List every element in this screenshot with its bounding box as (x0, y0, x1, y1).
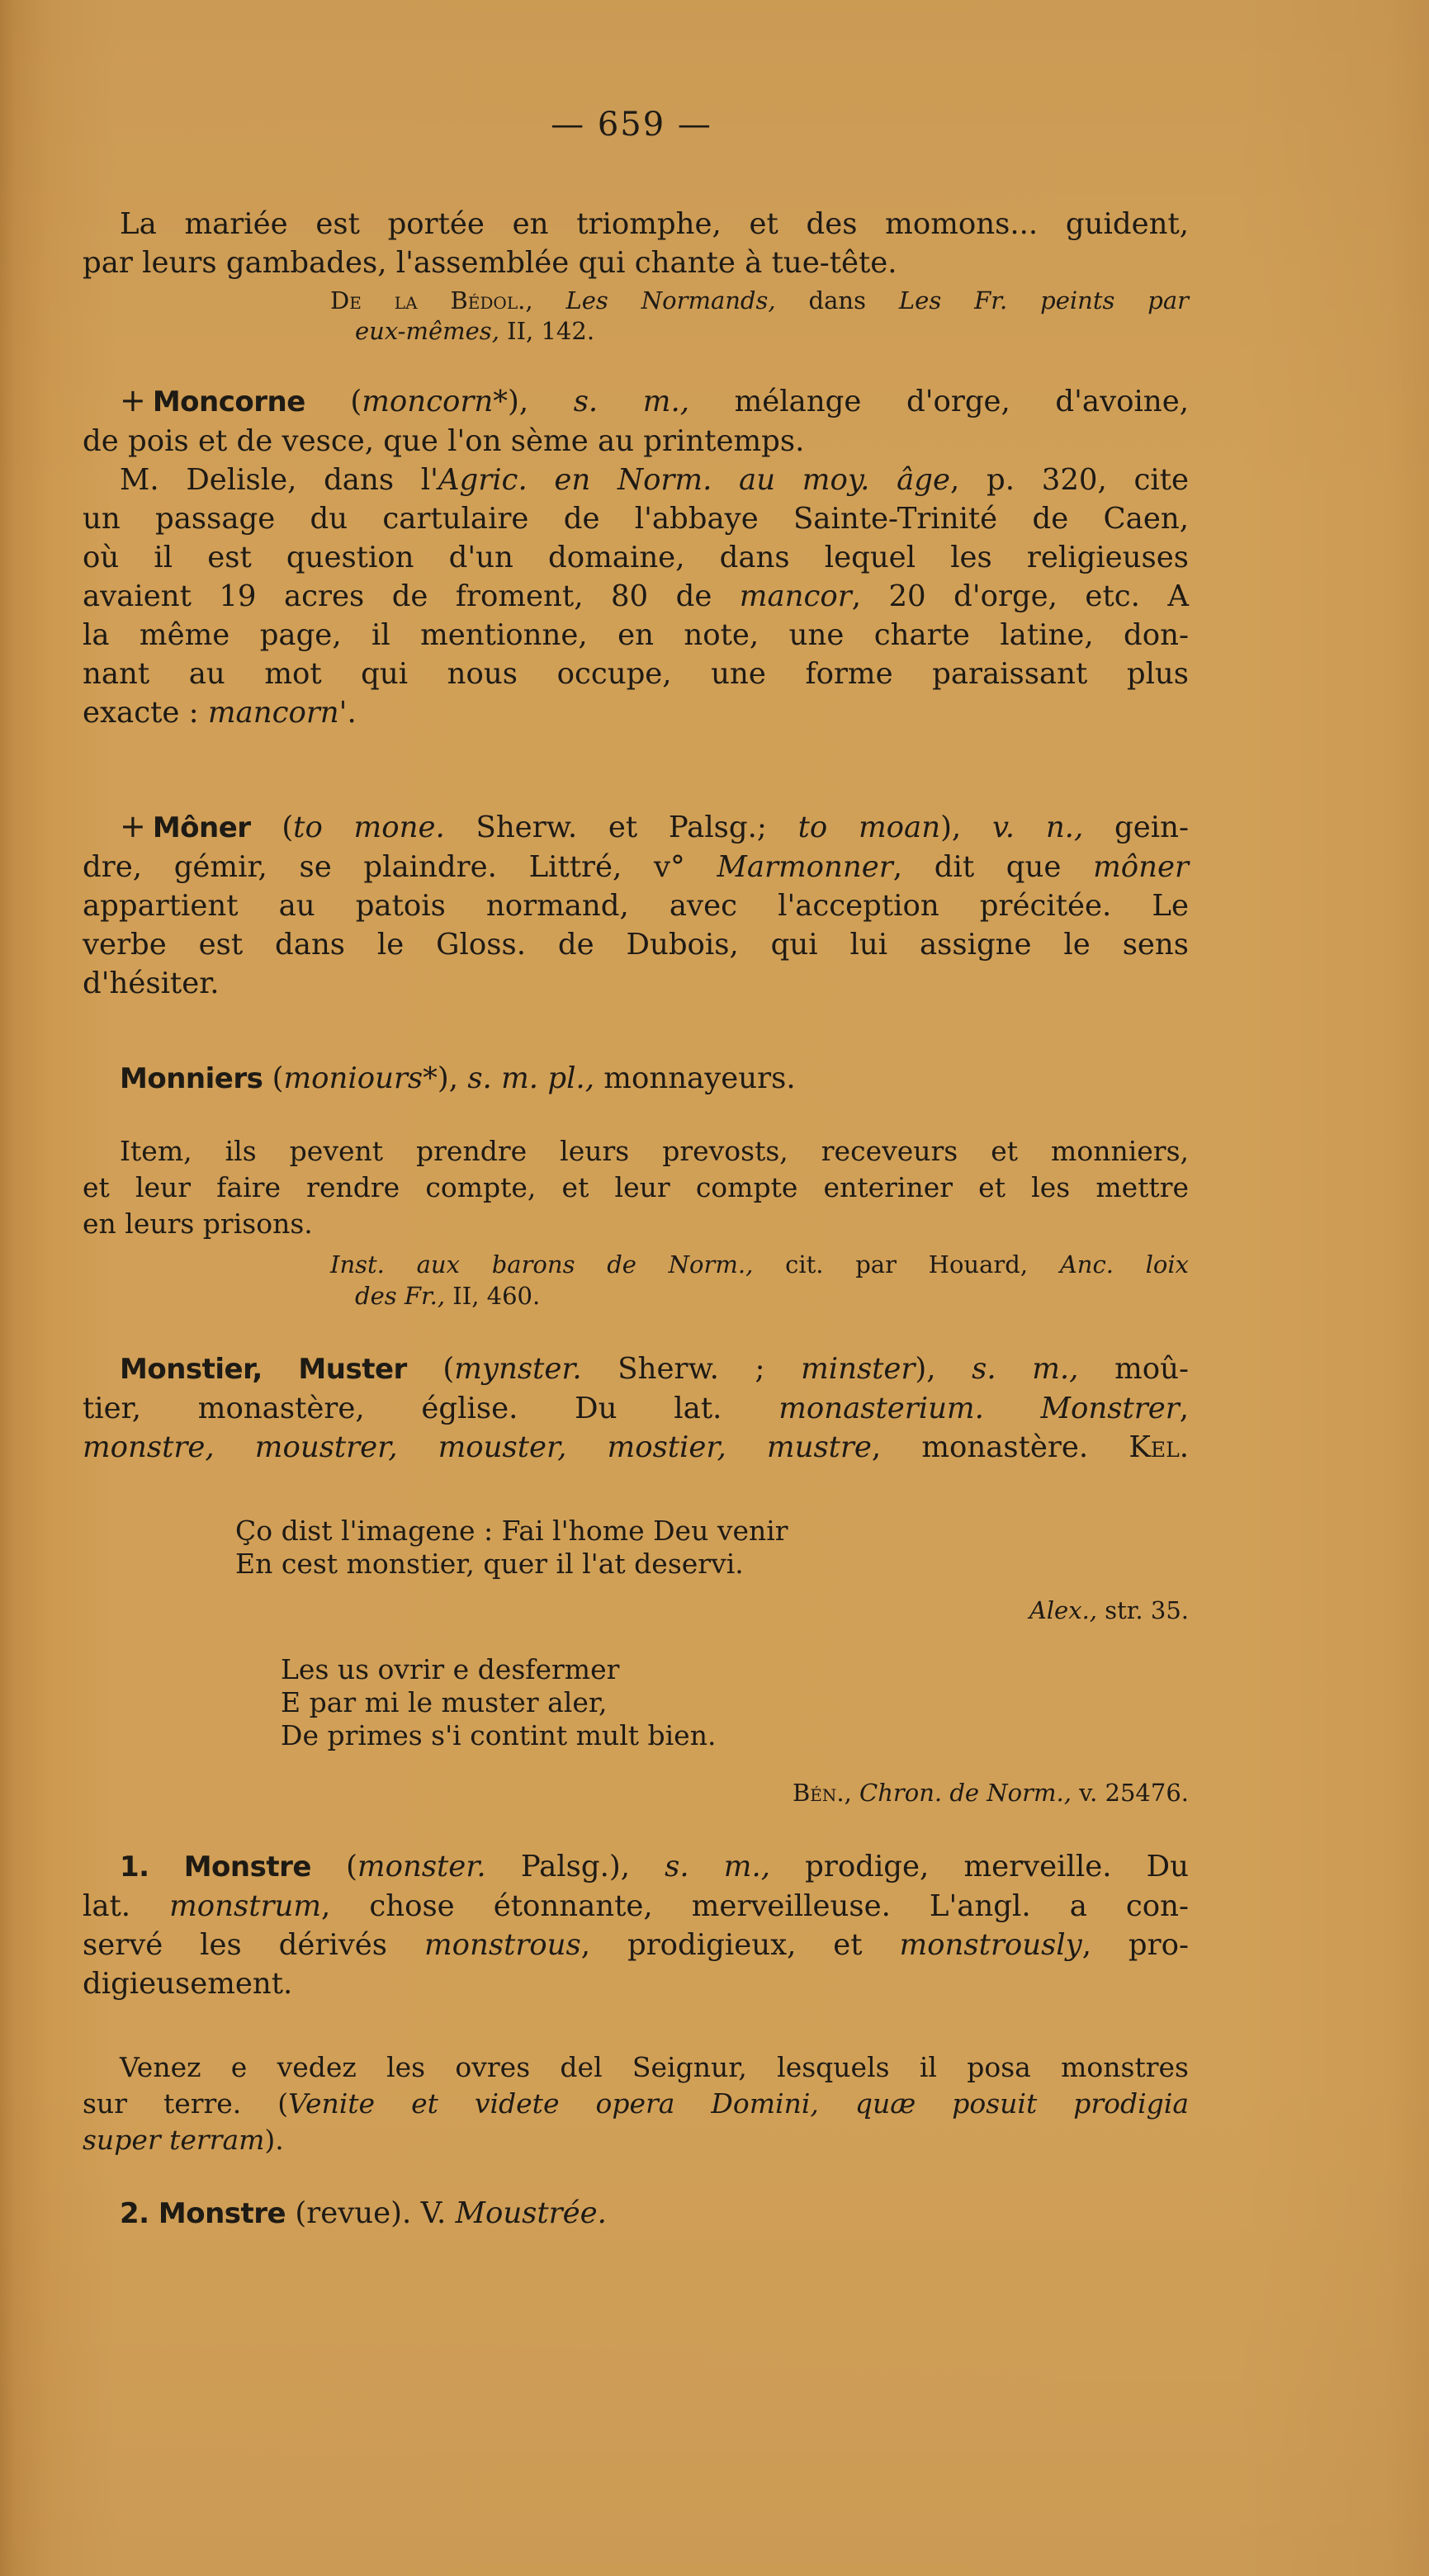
citation-work: Anc. loix (1059, 1250, 1190, 1279)
quote-line: La mariée est portée en triomphe, et des momons... guident, (120, 207, 1189, 241)
part-of-speech: s. m., (665, 1850, 771, 1884)
note-line: la même page, il mentionne, en note, une charte latine, don- (83, 618, 1189, 652)
definition: (revue). V. (295, 2196, 447, 2230)
citation-ref: II, 460. (452, 1282, 541, 1310)
monniers-citation-cont (355, 1280, 540, 1312)
part-of-speech: s. m., (573, 385, 690, 418)
etymology-source: Palsg. (520, 1850, 609, 1884)
entry-number: 2. (120, 2197, 149, 2230)
verse-line: Ço dist l'imagene : Fai l'home Deu venir (235, 1515, 788, 1547)
entry-head-line: + Môner (to mone. Sherw. et Palsg.; to moan), v. n., gein- (120, 808, 1189, 844)
entry-monstre-1 (83, 1847, 1189, 2003)
definition-line: d'hésiter. (83, 967, 220, 1000)
cross-reference: Moustrée. (455, 2196, 607, 2230)
definition-line: dre, gémir, se plaindre. Littré, v° Marmonner, dit que môner (83, 850, 1189, 884)
etymology: to mone. (293, 811, 445, 844)
verse-quote-1 (235, 1515, 788, 1581)
definition: mélange d'orge, d'avoine, (734, 385, 1190, 418)
entry-moner (83, 807, 1189, 1003)
citation-work: Chron. de Norm., (859, 1779, 1072, 1807)
entry-monniers (83, 1059, 1189, 1099)
verse-citation-2 (793, 1777, 1189, 1808)
citation-work: Inst. aux barons de Norm., (330, 1250, 754, 1279)
citation-ref: str. 35. (1105, 1596, 1189, 1624)
cross-icon: + (120, 808, 146, 844)
definition-line: verbe est dans le Gloss. de Dubois, qui lui assigne le sens (83, 928, 1189, 962)
note-line: où il est question d'un domaine, dans lequel les religieuses (83, 541, 1189, 574)
page-number: — 659 — (551, 106, 712, 144)
citation-ref: II, 142. (507, 317, 595, 345)
intro-citation-cont (355, 315, 594, 347)
quote-line: en leurs prisons. (83, 1208, 313, 1240)
etymology: moniours* (283, 1061, 438, 1095)
citation-text: cit. par Houard, (785, 1250, 1029, 1279)
headword: Môner (152, 811, 251, 844)
note-line: un passage du cartulaire de l'abbaye Sainte-Trinité de Caen, (83, 502, 1189, 536)
headword: Monstier, Muster (120, 1353, 407, 1386)
verse-citation-1 (1029, 1595, 1189, 1626)
citation-work: Les Normands, (565, 286, 776, 314)
citation-author: De la Bédol., (330, 286, 533, 314)
note-line: M. Delisle, dans l'Agric. en Norm. au moy. âge, p. 320, cite (120, 463, 1189, 497)
quote-line: Venez e vedez les ovres del Seignur, lesquels il posa monstres (120, 2051, 1189, 2083)
definition-line: lat. monstrum, chose étonnante, merveilleuse. L'angl. a con- (83, 1889, 1190, 1923)
headword: Monstre (158, 2197, 286, 2230)
verse-quote-2 (281, 1653, 716, 1752)
definition-line: monstre, moustrer, mouster, mostier, mustre, monastère. Kel. (83, 1430, 1189, 1464)
verse-line: E par mi le muster aler, (281, 1686, 608, 1718)
definition-line: digieusement. (83, 1967, 293, 2001)
citation-work: des Fr., (355, 1282, 446, 1310)
definition: prodige, merveille. Du (805, 1850, 1189, 1884)
monniers-quote (83, 1133, 1189, 1242)
headword: Monstre (183, 1850, 311, 1884)
quote-line: super terram). (83, 2124, 284, 2156)
entry-head-line: Monniers (moniours*), s. m. pl., monnayeurs. (120, 1061, 796, 1095)
citation-work: eux-mêmes, (355, 317, 499, 345)
etymology: minster (801, 1352, 916, 1386)
verse-line: Les us ovrir e desfermer (281, 1653, 620, 1685)
note-line: avaient 19 acres de froment, 80 de mancor, 20 d'orge, etc. A (83, 579, 1189, 613)
intro-quote (83, 205, 1189, 282)
etymology: to moan (797, 811, 941, 844)
entry-head-line: 1. Monstre (monster. Palsg.), s. m., prodige, merveille. Du (120, 1850, 1189, 1884)
definition: gein- (1114, 811, 1189, 844)
etymology-source: Sherw. et Palsg.; (476, 811, 767, 844)
etymology: moncorn* (362, 385, 508, 418)
monstre-quote (83, 2049, 1189, 2158)
verse-line: En cest monstier, quer il l'at deservi. (235, 1548, 744, 1580)
intro-citation (330, 285, 1189, 316)
part-of-speech: s. m., (972, 1352, 1079, 1386)
entry-monstier (83, 1349, 1189, 1467)
etymology: mynster. (454, 1352, 582, 1386)
quote-line: Item, ils pevent prendre leurs prevosts, receveurs et monniers, (120, 1135, 1189, 1167)
definition: de pois et de vesce, que l'on sème au printemps. (83, 424, 805, 458)
quote-line: sur terre. (Venite et videte opera Domini, quæ posuit prodigia (83, 2087, 1189, 2120)
etymology: monster. (357, 1850, 486, 1884)
entry-head-line: Monstier, Muster (mynster. Sherw. ; minster), s. m., moû- (120, 1352, 1189, 1386)
entry-head-line: + Moncorne (moncorn*), s. m., mélange d'orge, d'avoine, (120, 382, 1190, 418)
quote-line: et leur faire rendre compte, et leur compte enteriner et les mettre (83, 1171, 1189, 1203)
entry-head-line (83, 2194, 1189, 2233)
entry-monstre-2 (83, 2194, 1189, 2233)
monniers-citation (330, 1249, 1189, 1280)
part-of-speech: s. m. pl., (467, 1061, 594, 1095)
entry-number: 1. (120, 1850, 149, 1884)
definition-line: servé les dérivés monstrous, prodigieux, et monstrously, pro- (83, 1928, 1189, 1962)
entry-moncorne (83, 381, 1189, 732)
note-line: exacte : mancorn'. (83, 696, 357, 730)
cross-icon: + (120, 382, 146, 418)
citation-work: Les Fr. peints par (898, 286, 1190, 314)
citation-author: Bén., (792, 1779, 852, 1807)
definition-line: tier, monastère, église. Du lat. monasterium. Monstrer, (83, 1392, 1189, 1425)
verse-line: De primes s'i contint mult bien. (281, 1719, 717, 1751)
definition: moû- (1114, 1352, 1189, 1386)
etymology-source: Sherw. ; (617, 1352, 765, 1386)
citation-ref: v. 25476. (1079, 1779, 1189, 1807)
definition-line: appartient au patois normand, avec l'acception précitée. Le (83, 889, 1189, 923)
definition: monnayeurs. (603, 1061, 796, 1095)
note-line: nant au mot qui nous occupe, une forme paraissant plus (83, 657, 1189, 691)
citation-work: Alex., (1029, 1596, 1097, 1624)
citation-text: dans (808, 286, 866, 314)
headword: Monniers (120, 1062, 263, 1095)
headword: Moncorne (152, 385, 305, 418)
quote-line: par leurs gambades, l'assemblée qui chante à tue-tête. (83, 246, 897, 280)
part-of-speech: v. n., (991, 811, 1084, 844)
